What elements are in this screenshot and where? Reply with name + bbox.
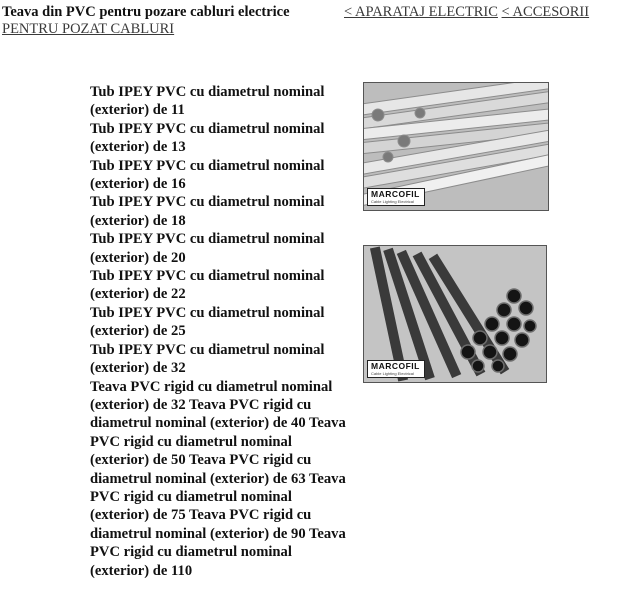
product-item: Tub IPEY PVC cu diametrul nominal (exterior) de 16 bbox=[90, 157, 325, 193]
breadcrumb-accesorii[interactable]: < ACCESORII bbox=[501, 4, 590, 20]
product-list bbox=[90, 83, 360, 580]
product-item: Tub IPEY PVC cu diametrul nominal (exterior) de 22 bbox=[90, 268, 325, 303]
product-item: Tub IPEY PVC cu diametrul nominal (exterior) de 32 bbox=[90, 341, 325, 377]
product-item: Tub IPEY PVC cu diametrul nominal (exterior) de 25 bbox=[90, 304, 325, 340]
product-item: Tub IPEY PVC cu diametrul nominal (exterior) de 18 bbox=[90, 194, 325, 229]
breadcrumb-pentru-pozat-cabluri[interactable]: PENTRU POZAT CABLURI bbox=[2, 21, 175, 37]
page-title: Teava din PVC pentru pozare cabluri electrice bbox=[2, 4, 290, 20]
marcofil-logo: MARCOFIL Cable Lighting Electrical bbox=[367, 188, 425, 206]
product-item: Tub IPEY PVC cu diametrul nominal (exterior) de 13 bbox=[90, 120, 325, 156]
marcofil-logo: MARCOFIL Cable Lighting Electrical bbox=[367, 360, 425, 378]
rigid-pipe-list: Teava PVC rigid cu diametrul nominal (exterior) de 32 Teava PVC rigid cu diametrul nominal (exterior) de 40 Teava PVC rigid cu diametrul nominal (exterior) de 50 Teava PVC rigid cu diametrul nominal (exterior) de 63 Teava PVC rigid cu diametrul nominal (exterior) de 75 Teava PVC rigid cu diametrul nominal (exterior) de 90 Teava PVC rigid cu diametrul nominal (exterior) de 110 bbox=[90, 378, 346, 579]
product-item: Tub IPEY PVC cu diametrul nominal (exterior) de 20 bbox=[90, 231, 325, 266]
corrugated-tubes-photo bbox=[363, 82, 549, 211]
breadcrumb-aparataj-electric[interactable]: < APARATAJ ELECTRIC bbox=[344, 4, 498, 20]
rigid-pipes-photo bbox=[363, 245, 547, 383]
page-header bbox=[2, 4, 627, 38]
breadcrumb bbox=[344, 4, 589, 21]
product-item: Tub IPEY PVC cu diametrul nominal (exterior) de 11 bbox=[90, 84, 325, 119]
